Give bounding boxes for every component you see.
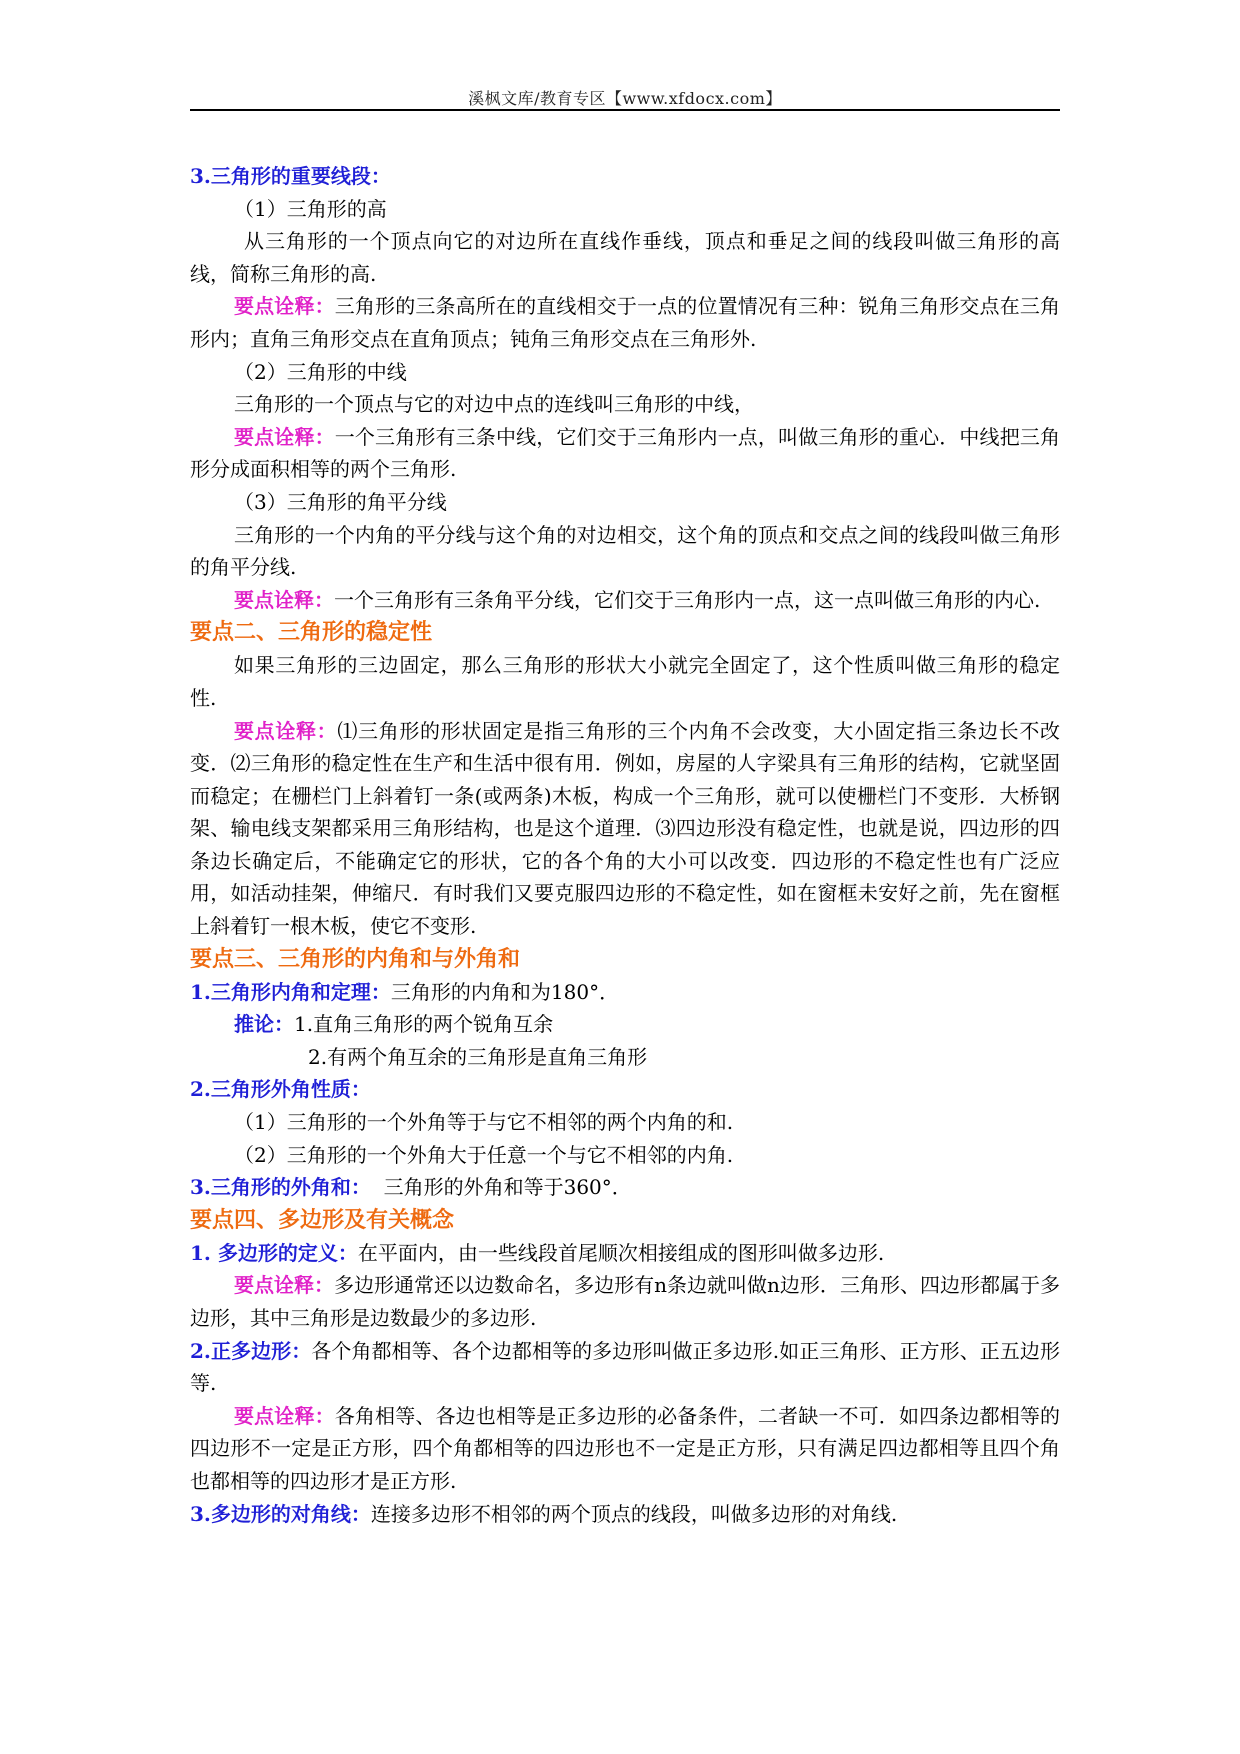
exterior-angle-sum (190, 1171, 1060, 1204)
page-header: 溪枫文库/教育专区【www.xfdocx.com】 (468, 89, 782, 108)
median-heading: （2）三角形的中线 (234, 359, 407, 384)
heading-text: 要点三、三角形的内角和与外角和 (190, 945, 521, 972)
note-label: 要点诠释： (234, 1273, 335, 1298)
bisector-definition: 三角形的一个内角的平分线与这个角的对边相交，这个角的顶点和交点之间的线段叫做三角形的角平分线. (190, 522, 1060, 580)
definition-label: 3.多边形的对角线： (190, 1501, 371, 1526)
bisector-note (190, 584, 1060, 617)
note-text: 一个三角形有三条中线，它们交于三角形内一点，叫做三角形的重心．中线把三角形分成面积相等的两个三角形. (190, 424, 1060, 482)
stability-note (190, 715, 1060, 943)
section-4-heading (190, 1204, 1060, 1237)
note-text: 多边形通常还以边数命名，多边形有n条边就叫做n边形．三角形、四边形都属于多边形，其中三角形是边数最少的多边形. (190, 1273, 1060, 1330)
inference-label: 推论： (234, 1012, 294, 1037)
note-label: 要点诠释： (234, 294, 335, 319)
section-2-heading (190, 616, 1060, 649)
section-3-heading (190, 160, 1060, 193)
diagonal-definition (190, 1498, 1060, 1531)
document-body (190, 160, 1060, 1530)
polygon-note (190, 1269, 1060, 1334)
exterior-property-1: （1）三角形的一个外角等于与它不相邻的两个内角的和. (234, 1110, 734, 1135)
stability-definition: 如果三角形的三边固定，那么三角形的形状大小就完全固定了，这个性质叫做三角形的稳定性. (190, 653, 1060, 710)
note-text: 一个三角形有三条角平分线，它们交于三角形内一点，这一点叫做三角形的内心. (334, 587, 1041, 612)
note-text: ⑴三角形的形状固定是指三角形的三个内角不会改变，大小固定指三条边长不改变．⑵三角形的稳定性在生产和生活中很有用．例如，房屋的人字梁具有三角形的结构，它就坚固而稳定；在栅栏门上斜着钉一条(或两条)木板，构成一个三角形，就可以使栅栏门不变形．大桥钢架、输电线支架都采用三角形结构，也是这个道理．⑶四边形没有稳定性，也就是说，四边形的四条边长确定后，不能确定它的形状，它的各个角的大小可以改变．四边形的不稳定性也有广泛应用，如活动挂架，伸缩尺．有时我们又要克服四边形的不稳定性，如在窗框未安好之前，先在窗框上斜着钉一根木板，使它不变形. (190, 718, 1061, 939)
altitude-definition: 从三角形的一个顶点向它的对边所在直线作垂线，顶点和垂足之间的线段叫做三角形的高线，简称三角形的高. (190, 229, 1060, 286)
definition-label: 2.正多边形： (190, 1338, 312, 1363)
bisector-heading: （3）三角形的角平分线 (234, 489, 447, 514)
definition-label: 1. 多边形的定义： (190, 1240, 358, 1265)
heading-text: 要点四、多边形及有关概念 (190, 1206, 455, 1233)
regular-polygon-note (190, 1400, 1060, 1498)
sum-label: 3.三角形的外角和： (190, 1175, 371, 1200)
note-label: 要点诠释： (234, 424, 335, 449)
note-label: 要点诠释： (234, 718, 338, 743)
altitude-note (190, 290, 1060, 355)
exterior-angle-property-heading (190, 1073, 1060, 1106)
section-3b-heading (190, 943, 1060, 976)
inference-text: 1.直角三角形的两个锐角互余 (294, 1012, 554, 1037)
inference-1 (190, 1008, 1060, 1041)
note-label: 要点诠释： (234, 1403, 335, 1428)
definition-text: 连接多边形不相邻的两个顶点的线段，叫做多边形的对角线. (370, 1501, 898, 1526)
note-text: 三角形的三条高所在的直线相交于一点的位置情况有三种：锐角三角形交点在三角形内；直角三角形交点在直角顶点；钝角三角形交点在三角形外. (190, 294, 1060, 351)
note-label: 要点诠释： (234, 587, 334, 612)
note-text: 各角相等、各边也相等是正多边形的必备条件，二者缺一不可．如四条边都相等的四边形不一定是正方形，四个角都相等的四边形也不一定是正方形，只有满足四边都相等且四个角也都相等的四边形才是正方形. (190, 1403, 1060, 1493)
definition-text: 各个角都相等、各个边都相等的多边形叫做正多边形.如正三角形、正方形、正五边形等. (190, 1338, 1060, 1396)
heading-text: 要点二、三角形的稳定性 (190, 619, 433, 646)
exterior-property-2: （2）三角形的一个外角大于任意一个与它不相邻的内角. (234, 1142, 734, 1167)
regular-polygon-definition (190, 1335, 1060, 1400)
inference-2: 2.有两个角互余的三角形是直角三角形 (308, 1044, 648, 1069)
definition-text: 在平面内，由一些线段首尾顺次相接组成的图形叫做多边形. (357, 1240, 885, 1265)
sum-text: 三角形的外角和等于360°． (383, 1175, 632, 1200)
altitude-heading: （1）三角形的高 (234, 196, 387, 221)
header-divider (190, 109, 1060, 111)
theorem-text: 三角形的内角和为180°． (390, 979, 620, 1004)
interior-angle-theorem (190, 976, 1060, 1009)
section-3-title: 3.三角形的重要线段： (190, 164, 391, 188)
theorem-label: 1.三角形内角和定理： (190, 979, 391, 1004)
property-label: 2.三角形外角性质： (190, 1077, 371, 1102)
median-note (190, 421, 1060, 486)
median-definition: 三角形的一个顶点与它的对边中点的连线叫三角形的中线， (234, 392, 754, 417)
polygon-definition (190, 1237, 1060, 1270)
